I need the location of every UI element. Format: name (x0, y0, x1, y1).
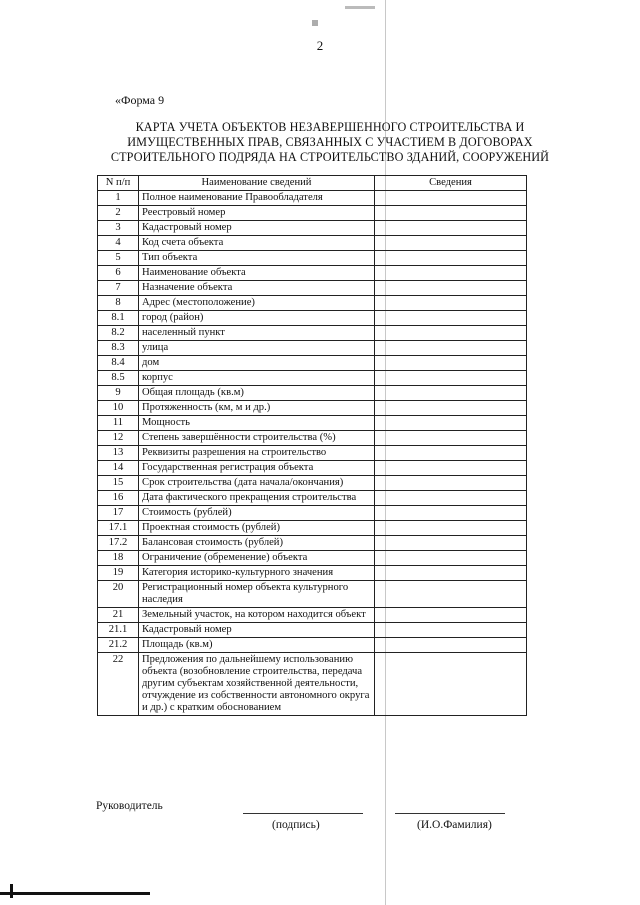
row-value (375, 251, 527, 266)
table-row (98, 476, 527, 491)
table-row (98, 356, 527, 371)
row-value (375, 311, 527, 326)
row-value (375, 461, 527, 476)
row-number: 1 (98, 191, 139, 206)
table-row (98, 551, 527, 566)
row-value (375, 551, 527, 566)
row-number: 8 (98, 296, 139, 311)
scan-binding-edge (0, 892, 150, 895)
row-field-name: корпус (139, 371, 375, 386)
row-field-name: Код счета объекта (139, 236, 375, 251)
row-number: 8.2 (98, 326, 139, 341)
row-value (375, 416, 527, 431)
row-value (375, 536, 527, 551)
table-row (98, 341, 527, 356)
row-value (375, 341, 527, 356)
row-field-name: Полное наименование Правообладателя (139, 191, 375, 206)
row-field-name: Наименование объекта (139, 266, 375, 281)
row-field-name: Предложения по дальнейшему использованию объекта (возобновление строительства, передача другим субъектам хозяйственной деятельности, отчуждение из собственности автономного округа и др.) с кратким обоснованием (139, 653, 375, 716)
title-line: ИМУЩЕСТВЕННЫХ ПРАВ, СВЯЗАННЫХ С УЧАСТИЕМ В ДОГОВОРАХ (127, 135, 533, 149)
row-field-name: Кадастровый номер (139, 221, 375, 236)
row-value (375, 401, 527, 416)
row-number: 16 (98, 491, 139, 506)
row-field-name: Протяженность (км, м и др.) (139, 401, 375, 416)
row-value (375, 191, 527, 206)
row-number: 20 (98, 581, 139, 608)
row-number: 19 (98, 566, 139, 581)
signature-caption: (подпись) (272, 819, 320, 831)
row-value (375, 581, 527, 608)
page-number: 2 (316, 38, 324, 53)
row-field-name: Мощность (139, 416, 375, 431)
row-field-name: улица (139, 341, 375, 356)
row-number: 12 (98, 431, 139, 446)
row-field-name: Проектная стоимость (рублей) (139, 521, 375, 536)
header-field-name: Наименование сведений (139, 176, 375, 191)
table-row (98, 653, 527, 716)
row-number: 10 (98, 401, 139, 416)
row-value (375, 521, 527, 536)
row-field-name: Регистрационный номер объекта культурного наследия (139, 581, 375, 608)
table-row (98, 401, 527, 416)
row-field-name: Ограничение (обременение) объекта (139, 551, 375, 566)
row-number: 15 (98, 476, 139, 491)
row-value (375, 386, 527, 401)
row-value (375, 296, 527, 311)
table-row (98, 206, 527, 221)
row-field-name: город (район) (139, 311, 375, 326)
registry-table (97, 175, 527, 716)
table-row (98, 566, 527, 581)
signatory-role: Руководитель (96, 800, 163, 812)
scan-smudge (345, 6, 375, 9)
table-row (98, 191, 527, 206)
table-row (98, 386, 527, 401)
row-number: 17 (98, 506, 139, 521)
row-value (375, 236, 527, 251)
title-line: СТРОИТЕЛЬНОГО ПОДРЯДА НА СТРОИТЕЛЬСТВО ЗДАНИЙ, СООРУЖЕНИЙ (110, 150, 550, 164)
row-number: 21 (98, 608, 139, 623)
row-field-name: Общая площадь (кв.м) (139, 386, 375, 401)
table-row (98, 296, 527, 311)
row-number: 2 (98, 206, 139, 221)
name-caption: (И.О.Фамилия) (417, 819, 492, 831)
row-value (375, 446, 527, 461)
row-value (375, 491, 527, 506)
row-number: 8.4 (98, 356, 139, 371)
row-number: 17.1 (98, 521, 139, 536)
row-number: 5 (98, 251, 139, 266)
header-value: Сведения (375, 176, 527, 191)
scan-binding-edge (10, 884, 13, 898)
row-number: 4 (98, 236, 139, 251)
row-field-name: Срок строительства (дата начала/окончания) (139, 476, 375, 491)
row-field-name: населенный пункт (139, 326, 375, 341)
row-number: 8.3 (98, 341, 139, 356)
row-field-name: Категория историко-культурного значения (139, 566, 375, 581)
row-field-name: Адрес (местоположение) (139, 296, 375, 311)
row-number: 3 (98, 221, 139, 236)
row-value (375, 266, 527, 281)
row-number: 7 (98, 281, 139, 296)
row-field-name: Назначение объекта (139, 281, 375, 296)
row-number: 11 (98, 416, 139, 431)
row-field-name: Степень завершённости строительства (%) (139, 431, 375, 446)
table-row (98, 221, 527, 236)
row-number: 18 (98, 551, 139, 566)
row-number: 13 (98, 446, 139, 461)
row-field-name: Стоимость (рублей) (139, 506, 375, 521)
row-value (375, 623, 527, 638)
table-row (98, 491, 527, 506)
table-row (98, 608, 527, 623)
row-value (375, 431, 527, 446)
table-header-row (98, 176, 527, 191)
table-row (98, 446, 527, 461)
row-value (375, 221, 527, 236)
table-row (98, 236, 527, 251)
row-number: 6 (98, 266, 139, 281)
row-number: 21.2 (98, 638, 139, 653)
table-row (98, 623, 527, 638)
row-field-name: Площадь (кв.м) (139, 638, 375, 653)
row-number: 9 (98, 386, 139, 401)
row-value (375, 566, 527, 581)
row-value (375, 206, 527, 221)
row-field-name: Балансовая стоимость (рублей) (139, 536, 375, 551)
row-value (375, 638, 527, 653)
row-value (375, 371, 527, 386)
table-row (98, 416, 527, 431)
table-row (98, 281, 527, 296)
name-line (395, 813, 505, 814)
table-row (98, 266, 527, 281)
table-body (98, 191, 527, 716)
table-row (98, 521, 527, 536)
row-number: 14 (98, 461, 139, 476)
row-number: 17.2 (98, 536, 139, 551)
row-value (375, 506, 527, 521)
table-row (98, 431, 527, 446)
table-row (98, 461, 527, 476)
table-row (98, 536, 527, 551)
table-row (98, 311, 527, 326)
row-number: 21.1 (98, 623, 139, 638)
row-value (375, 326, 527, 341)
document-title (60, 120, 600, 165)
row-value (375, 356, 527, 371)
row-value (375, 281, 527, 296)
table-row (98, 251, 527, 266)
table-row (98, 371, 527, 386)
row-field-name: Дата фактического прекращения строительства (139, 491, 375, 506)
table-row (98, 326, 527, 341)
table-row (98, 506, 527, 521)
row-field-name: дом (139, 356, 375, 371)
signature-line (243, 813, 363, 814)
row-number: 22 (98, 653, 139, 716)
row-field-name: Земельный участок, на котором находится объект (139, 608, 375, 623)
row-field-name: Государственная регистрация объекта (139, 461, 375, 476)
scan-smudge (312, 20, 318, 26)
row-field-name: Реквизиты разрешения на строительство (139, 446, 375, 461)
row-field-name: Тип объекта (139, 251, 375, 266)
row-value (375, 608, 527, 623)
row-field-name: Кадастровый номер (139, 623, 375, 638)
row-value (375, 476, 527, 491)
form-label: «Форма 9 (115, 93, 165, 107)
row-field-name: Реестровый номер (139, 206, 375, 221)
table-row (98, 638, 527, 653)
row-number: 8.1 (98, 311, 139, 326)
table-row (98, 581, 527, 608)
row-number: 8.5 (98, 371, 139, 386)
header-number: N п/п (98, 176, 139, 191)
row-value (375, 653, 527, 716)
title-line: КАРТА УЧЕТА ОБЪЕКТОВ НЕЗАВЕРШЕННОГО СТРОИТЕЛЬСТВА И (135, 120, 525, 134)
